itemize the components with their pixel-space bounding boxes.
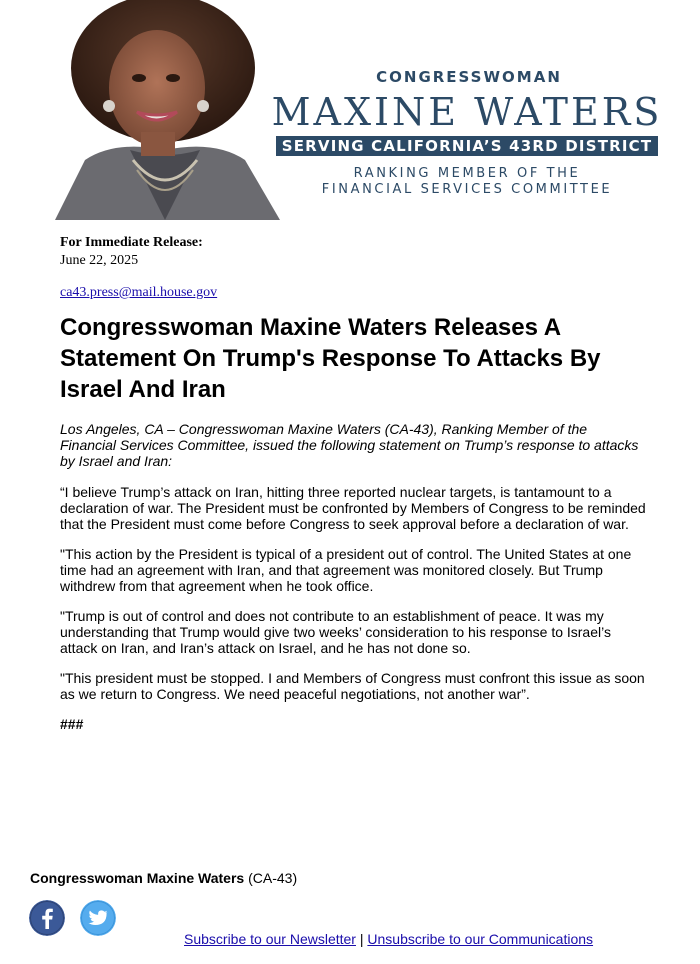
brand-prefix: CONGRESSWOMAN xyxy=(376,68,562,86)
unsubscribe-link[interactable]: Unsubscribe to our Communications xyxy=(367,931,594,947)
release-label: For Immediate Release: xyxy=(60,235,203,250)
subscribe-link[interactable]: Subscribe to our Newsletter xyxy=(184,931,356,947)
brand-subtitle xyxy=(262,166,672,198)
district-bar: SERVING CALIFORNIA’S 43RD DISTRICT xyxy=(276,136,659,156)
footer-links xyxy=(184,931,593,947)
brand-block xyxy=(262,68,672,198)
statement-paragraph-2: "This action by the President is typical of a president out of control. The United States at one time had an agreement with Iran, and that agreement was monitored closely. But Trump withdrew from that agreement when he took office. xyxy=(60,546,632,594)
social-links xyxy=(29,900,119,940)
statement-paragraph-4: "This president must be stopped. I and Members of Congress must confront this issue as soon as we return to Congress. We need peaceful negotiations, not another war”. xyxy=(60,670,645,702)
twitter-icon[interactable] xyxy=(80,900,116,936)
statement-paragraph-1: “I believe Trump’s attack on Iran, hitting three reported nuclear targets, is tantamount to a declaration of war. The President must be confronted by Members of Congress to be reminded that the President must come before Congress to seek approval before a declaration of war. xyxy=(60,484,646,532)
press-email-link[interactable]: ca43.press@mail.house.gov xyxy=(60,285,218,300)
header-banner xyxy=(0,0,700,222)
portrait-photo xyxy=(45,0,285,220)
facebook-icon[interactable] xyxy=(29,900,65,936)
brand-name: MAXINE WATERS xyxy=(271,90,663,134)
footer-member-name: Congresswoman Maxine Waters xyxy=(30,870,245,886)
brand-subtitle-line-1: RANKING MEMBER OF THE xyxy=(353,166,581,181)
brand-subtitle-line-2: FINANCIAL SERVICES COMMITTEE xyxy=(321,182,613,197)
release-date: June 22, 2025 xyxy=(60,253,139,268)
statement-paragraph-3: "Trump is out of control and does not contribute to an establishment of peace. It was my understanding that Trump would give two weeks’ consideration to his response to Israel’s attack on Iran, and Iran’s attack on Israel, and he has not done so. xyxy=(60,608,611,656)
page-title: Congresswoman Maxine Waters Releases A Statement On Trump's Response To Attacks By Israel And Iran xyxy=(60,314,601,403)
footer-district: (CA-43) xyxy=(248,870,298,886)
intro-paragraph: Los Angeles, CA – Congresswoman Maxine Waters (CA-43), Ranking Member of the Financial Services Committee, issued the following statement on Trump’s response to attacks by Israel and Iran: xyxy=(60,421,639,469)
statement-body xyxy=(60,421,646,732)
end-mark: ### xyxy=(60,716,84,732)
release-meta xyxy=(60,234,217,302)
footer-link-separator: | xyxy=(359,931,364,947)
footer-signature xyxy=(30,870,297,886)
